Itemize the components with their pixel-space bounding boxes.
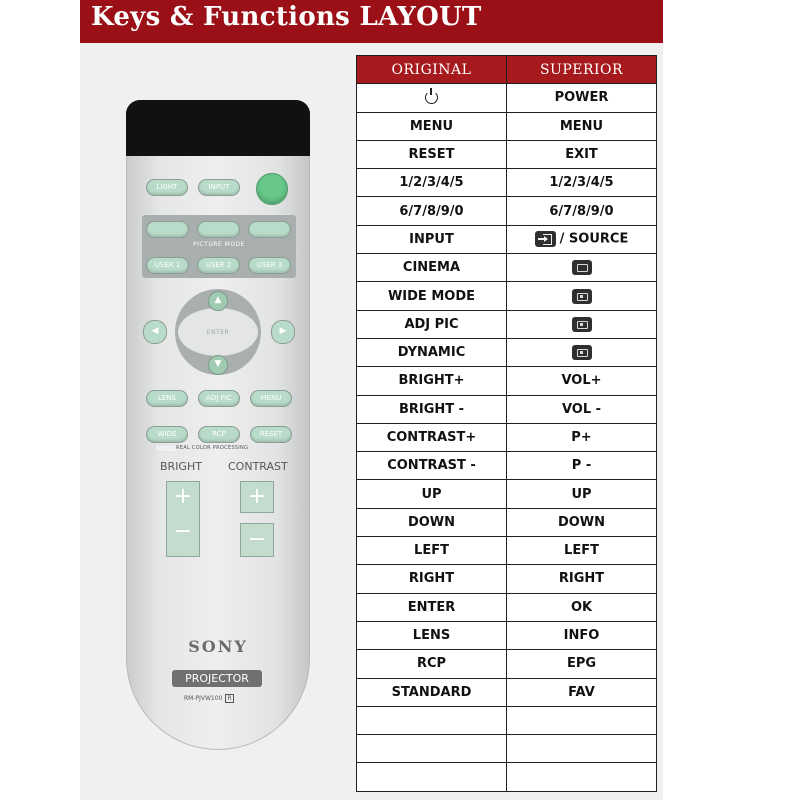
table-row bbox=[357, 395, 657, 423]
remote-menu-button: MENU bbox=[250, 390, 292, 407]
original-cell: BRIGHT - bbox=[357, 395, 507, 423]
table-row bbox=[357, 423, 657, 451]
remote-widemode-button: WIDE MODE bbox=[146, 426, 188, 443]
superior-cell bbox=[507, 763, 657, 791]
bright-label: BRIGHT bbox=[160, 460, 202, 473]
table-row bbox=[357, 84, 657, 112]
original-cell bbox=[357, 735, 507, 763]
table-row bbox=[357, 140, 657, 168]
original-cell: 6/7/8/9/0 bbox=[357, 197, 507, 225]
remote-user2-button: USER 2 bbox=[197, 257, 240, 274]
original-cell: RESET bbox=[357, 140, 507, 168]
superior-cell: UP bbox=[507, 480, 657, 508]
contrast-label: CONTRAST bbox=[228, 460, 288, 473]
table-row bbox=[357, 537, 657, 565]
superior-cell: FAV bbox=[507, 678, 657, 706]
column-header-superior: SUPERIOR bbox=[507, 56, 657, 84]
superior-cell bbox=[507, 735, 657, 763]
original-cell: RIGHT bbox=[357, 565, 507, 593]
remote-rcp-button: RCP bbox=[198, 426, 240, 443]
superior-cell bbox=[507, 338, 657, 366]
superior-cell: VOL+ bbox=[507, 367, 657, 395]
remote-user3-button: USER 3 bbox=[248, 257, 291, 274]
table-row bbox=[357, 480, 657, 508]
original-cell: CONTRAST+ bbox=[357, 423, 507, 451]
remote-right-arrow-icon: ▶ bbox=[271, 320, 295, 344]
bright-rocker bbox=[166, 481, 200, 557]
superior-cell: DOWN bbox=[507, 508, 657, 536]
original-cell: DOWN bbox=[357, 508, 507, 536]
column-header-original: ORIGINAL bbox=[357, 56, 507, 84]
table-row bbox=[357, 650, 657, 678]
original-cell: UP bbox=[357, 480, 507, 508]
remote-light-button: LIGHT bbox=[146, 179, 188, 196]
superior-cell: OK bbox=[507, 593, 657, 621]
table-row bbox=[357, 169, 657, 197]
table-row bbox=[357, 254, 657, 282]
table-row bbox=[357, 367, 657, 395]
original-cell: LENS bbox=[357, 621, 507, 649]
table-row bbox=[357, 678, 657, 706]
remote-up-arrow-icon: ▲ bbox=[208, 291, 228, 311]
remote-reset-button: RESET bbox=[250, 426, 292, 443]
superior-cell: VOL - bbox=[507, 395, 657, 423]
remote-power-button bbox=[256, 173, 288, 205]
picture-adjust-icon bbox=[572, 317, 592, 332]
table-row bbox=[357, 282, 657, 310]
real-color-label: REAL COLOR PROCESSING bbox=[176, 445, 249, 451]
keys-mapping-table bbox=[356, 55, 657, 792]
table-body bbox=[357, 84, 657, 791]
table-row bbox=[357, 508, 657, 536]
table-header-row bbox=[357, 56, 657, 84]
table-row bbox=[357, 225, 657, 253]
remote-left-arrow-icon: ◀ bbox=[143, 320, 167, 344]
picture-mode-button-2 bbox=[197, 221, 240, 238]
ir-window bbox=[126, 100, 310, 156]
superior-cell bbox=[507, 706, 657, 734]
dynamic-icon bbox=[572, 345, 592, 360]
remote-down-arrow-icon: ▼ bbox=[208, 355, 228, 375]
table-row bbox=[357, 197, 657, 225]
original-cell: ADJ PIC bbox=[357, 310, 507, 338]
remote-lens-button: LENS bbox=[146, 390, 188, 407]
model-number: RM-PJVW100 bbox=[184, 695, 223, 702]
contrast-minus-icon: − bbox=[240, 523, 274, 557]
original-cell: BRIGHT+ bbox=[357, 367, 507, 395]
remote-user1-button: USER 1 bbox=[146, 257, 189, 274]
picture-mode-button-1 bbox=[146, 221, 189, 238]
original-cell: STANDARD bbox=[357, 678, 507, 706]
table-row bbox=[357, 452, 657, 480]
original-cell bbox=[357, 706, 507, 734]
original-cell: INPUT bbox=[357, 225, 507, 253]
superior-cell: LEFT bbox=[507, 537, 657, 565]
bright-minus-icon: − bbox=[173, 519, 193, 544]
picture-mode-button-3 bbox=[248, 221, 291, 238]
brand-logo: SONY bbox=[188, 637, 248, 656]
remote-enter-label: ENTER bbox=[206, 329, 230, 336]
original-cell: 1/2/3/4/5 bbox=[357, 169, 507, 197]
picture-mode-label: PICTURE MODE bbox=[193, 241, 245, 248]
original-cell: CINEMA bbox=[357, 254, 507, 282]
page-title: Keys & Functions LAYOUT bbox=[91, 2, 482, 32]
contrast-plus-icon: + bbox=[240, 481, 274, 513]
wide-mode-icon bbox=[572, 289, 592, 304]
superior-cell: POWER bbox=[507, 84, 657, 112]
original-cell: LEFT bbox=[357, 537, 507, 565]
table-row bbox=[357, 338, 657, 366]
superior-cell bbox=[507, 310, 657, 338]
superior-cell: EXIT bbox=[507, 140, 657, 168]
source-input-icon bbox=[535, 231, 556, 247]
table-row bbox=[357, 763, 657, 791]
bright-plus-icon: + bbox=[173, 484, 193, 509]
original-cell: MENU bbox=[357, 112, 507, 140]
table-row bbox=[357, 621, 657, 649]
original-cell bbox=[357, 84, 507, 112]
remote-adjpic-button: ADJ PIC bbox=[198, 390, 240, 407]
original-cell: WIDE MODE bbox=[357, 282, 507, 310]
superior-cell bbox=[507, 225, 657, 253]
model-badge: R bbox=[227, 695, 232, 702]
superior-cell: INFO bbox=[507, 621, 657, 649]
superior-cell: 6/7/8/9/0 bbox=[507, 197, 657, 225]
original-cell: RCP bbox=[357, 650, 507, 678]
table-row bbox=[357, 565, 657, 593]
table-row bbox=[357, 735, 657, 763]
table-row bbox=[357, 112, 657, 140]
superior-cell: EPG bbox=[507, 650, 657, 678]
superior-cell: 1/2/3/4/5 bbox=[507, 169, 657, 197]
superior-cell bbox=[507, 282, 657, 310]
remote-control-image bbox=[126, 100, 310, 750]
model-label bbox=[184, 694, 234, 703]
original-cell: CONTRAST - bbox=[357, 452, 507, 480]
table-row bbox=[357, 310, 657, 338]
picture-mode-panel bbox=[142, 215, 296, 278]
superior-cell: RIGHT bbox=[507, 565, 657, 593]
title-bar bbox=[80, 0, 663, 43]
superior-label: / SOURCE bbox=[559, 231, 629, 247]
original-cell bbox=[357, 763, 507, 791]
original-cell: ENTER bbox=[357, 593, 507, 621]
superior-cell bbox=[507, 254, 657, 282]
superior-cell: P+ bbox=[507, 423, 657, 451]
remote-input-button: INPUT bbox=[198, 179, 240, 196]
product-label: PROJECTOR bbox=[172, 670, 262, 687]
table-row bbox=[357, 593, 657, 621]
table-row bbox=[357, 706, 657, 734]
power-icon bbox=[425, 91, 438, 104]
superior-cell: MENU bbox=[507, 112, 657, 140]
superior-cell: P - bbox=[507, 452, 657, 480]
screen-icon bbox=[572, 260, 592, 275]
original-cell: DYNAMIC bbox=[357, 338, 507, 366]
